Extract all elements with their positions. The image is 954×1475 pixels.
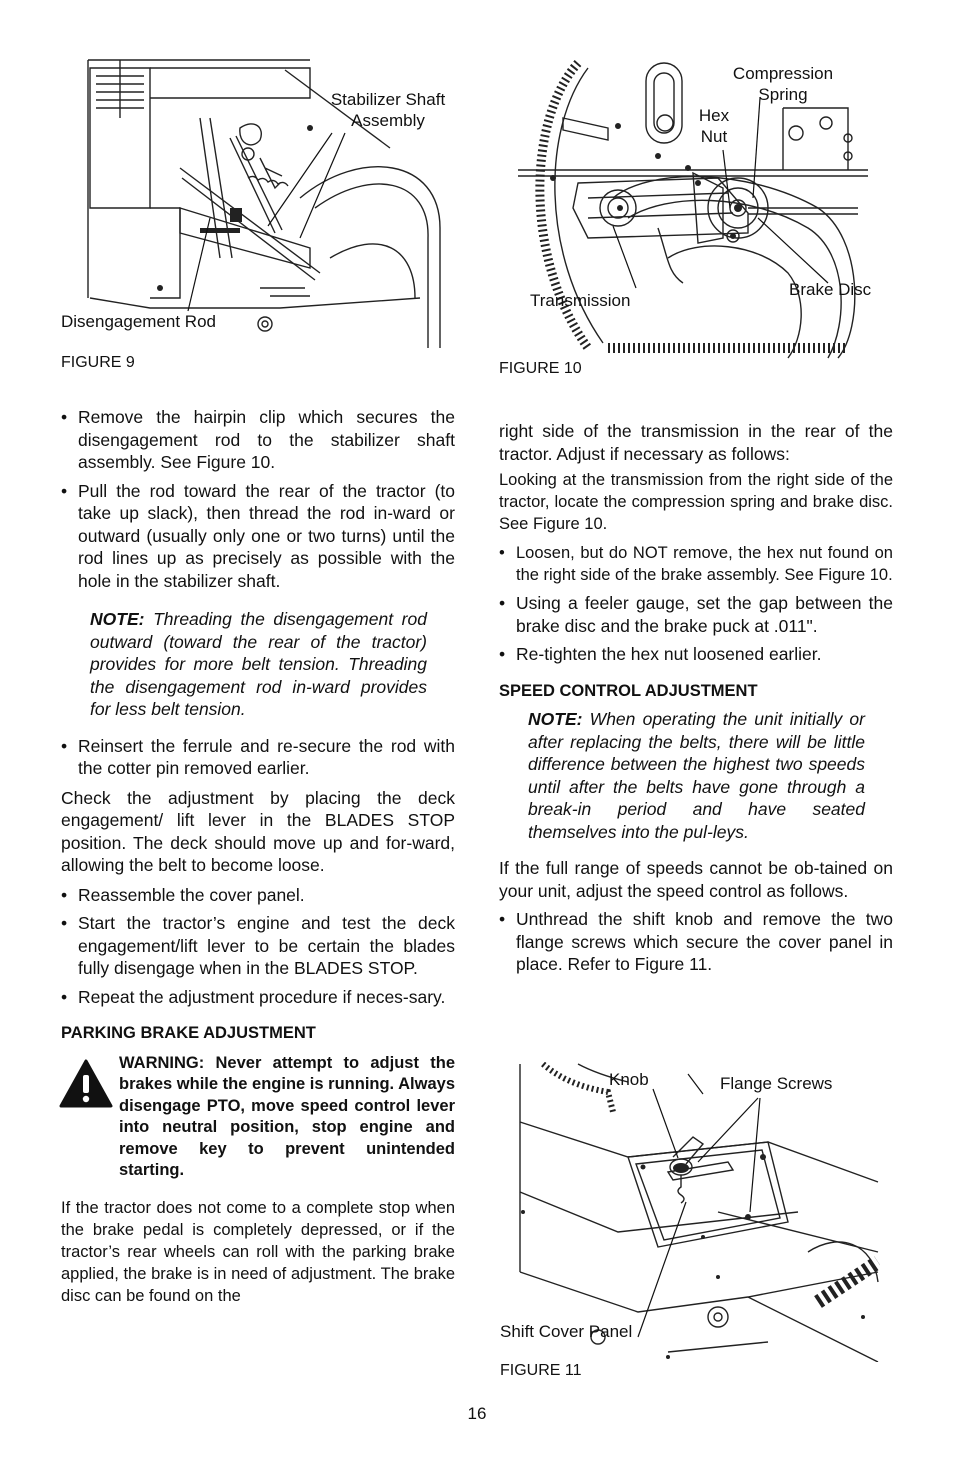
- figure-9-caption: FIGURE 9: [61, 354, 135, 371]
- parking-brake-heading: PARKING BRAKE ADJUSTMENT: [61, 1024, 316, 1042]
- right-paragraph-1: right side of the transmission in the rear of the tractor. Adjust if necessary as follows:: [499, 421, 893, 464]
- left-paragraph-1: Check the adjustment by placing the deck engagement/ lift lever in the BLADES STOP position. The deck should move up and for-ward, allowing the belt to become loose.: [61, 787, 455, 875]
- figure-10-label-brakedisc: Brake Disc: [789, 280, 872, 299]
- figure-11-label-flange: Flange Screws: [720, 1074, 833, 1093]
- right-paragraph-3: If the full range of speeds cannot be ob-tained on your unit, adjust the speed control as follows.: [499, 858, 893, 901]
- left-bullet-2: • Pull the rod toward the rear of the tractor (to take up slack), then thread the rod in-ward or outward (usually only one or two turns) until the rod lines up as precisely as possible with the hole in the stabilizer shaft.: [61, 480, 455, 593]
- figure-10-label-hexnut: Hex Nut: [698, 106, 730, 146]
- left-column: [61, 406, 455, 1307]
- right-bullet-3: • Re-tighten the hex nut loosened earlier.: [499, 643, 893, 666]
- left-bullet-1: • Remove the hairpin clip which secures the disengagement rod to the stabilizer shaft assembly. See Figure 10.: [61, 406, 455, 474]
- left-bullet-3: • Reinsert the ferrule and re-secure the rod with the cotter pin removed earlier.: [61, 735, 455, 780]
- right-column: [499, 420, 893, 976]
- figure-11-label-shiftcover: Shift Cover Panel: [500, 1322, 633, 1341]
- left-bullet-4: • Reassemble the cover panel.: [61, 884, 455, 907]
- left-note: [90, 608, 427, 721]
- right-paragraph-2: Looking at the transmission from the right side of the tractor, locate the compression spring and brake disc. See Figure 10.: [499, 471, 893, 533]
- warning-icon: [59, 1059, 113, 1109]
- left-bullet-5: • Start the tractor’s engine and test the deck engagement/lift lever to be certain the blades fully disengage when in the BLADES STOP.: [61, 912, 455, 980]
- right-bullet-4: • Unthread the shift knob and remove the two flange screws which secure the cover panel in place. Refer to Figure 11.: [499, 908, 893, 976]
- figure-9-label-stabilizer: Stabilizer Shaft Assembly: [330, 90, 446, 130]
- left-bullet-6: • Repeat the adjustment procedure if neces-sary.: [61, 986, 455, 1009]
- page-number: 16: [467, 1404, 487, 1423]
- right-note-text: When operating the unit initially or after replacing the belts, there will be little difference between the highest two speeds until after the belts have gone through a break-in period and have seated themselves into the pul-leys.: [528, 709, 865, 842]
- speed-control-heading: SPEED CONTROL ADJUSTMENT: [499, 681, 758, 700]
- figure-11-label-knob: Knob: [609, 1070, 649, 1089]
- right-note: [528, 708, 865, 843]
- warning-text: WARNING: Never attempt to adjust the brakes while the engine is running. Always disengage PTO, move speed control lever into neutral position, stop engine and remove key to prevent unintended starting.: [119, 1053, 455, 1179]
- figure-11-illustration: [518, 1062, 880, 1362]
- figure-10-caption: FIGURE 10: [499, 360, 582, 377]
- right-note-label: NOTE:: [528, 709, 583, 729]
- right-bullet-2: • Using a feeler gauge, set the gap between the brake disc and the brake puck at .011".: [499, 592, 893, 637]
- figure-10-label-transmission: Transmission: [530, 291, 631, 310]
- right-bullet-1: • Loosen, but do NOT remove, the hex nut found on the right side of the brake assembly. See Figure 10.: [499, 542, 893, 586]
- figure-11-caption: FIGURE 11: [500, 1362, 582, 1379]
- left-note-text: Threading the disengagement rod outward (toward the rear of the tractor) provides for more belt tension. Threading the disengagement rod in-ward provides for less belt tension.: [90, 609, 427, 719]
- left-note-label: NOTE:: [90, 609, 145, 629]
- figure-9-label-rod: Disengagement Rod: [61, 312, 216, 331]
- figure-10-label-compression: Compression Spring: [732, 64, 834, 104]
- warning-block: [61, 1053, 455, 1183]
- left-paragraph-2: If the tractor does not come to a complete stop when the brake pedal is completely depressed, or if the tractor’s rear wheels can roll with the parking brake applied, the brake is in need of adjustment. The brake disc can be found on the: [61, 1198, 455, 1305]
